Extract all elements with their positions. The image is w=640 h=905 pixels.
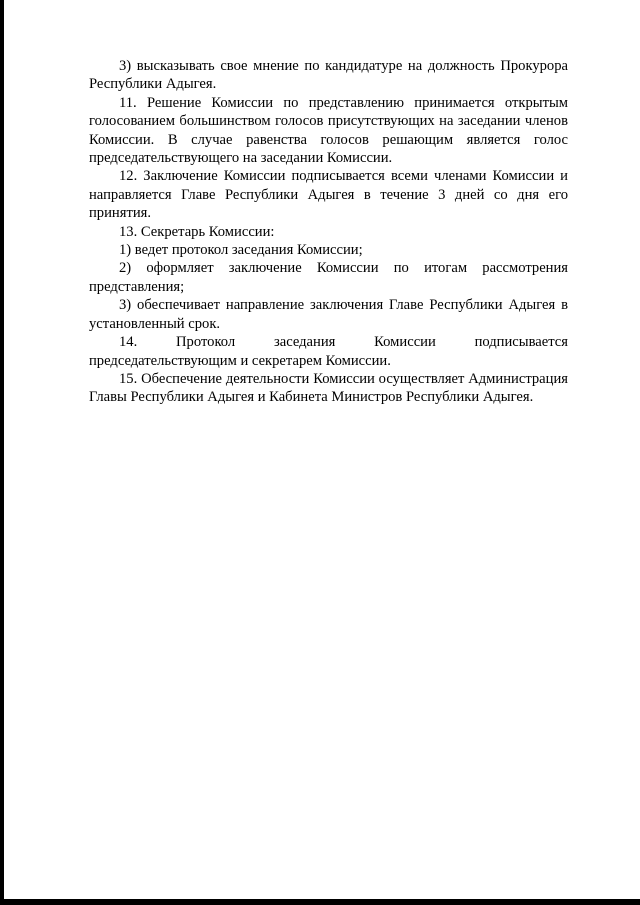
paragraph-12: 12. Заключение Комиссии подписывается всеми членами Комиссии и направляется Главе Республики Адыгея в течение 3 дней со дня его принятия.: [89, 168, 568, 222]
paragraph-14: [89, 333, 568, 370]
document-body: [89, 57, 568, 407]
paragraph-13: 13. Секретарь Комиссии:: [119, 223, 275, 240]
paragraph-14-word: подписывается: [474, 334, 568, 351]
paragraph-14-word: Протокол: [176, 334, 236, 351]
scan-border-left: [0, 0, 4, 905]
paragraph-14-continuation: председательствующим и секретарем Комиссии.: [89, 352, 391, 369]
paragraph-13-item-2: 2) оформляет заключение Комиссии по итогам рассмотрения представления;: [89, 260, 568, 295]
paragraph-item-3: 3) высказывать свое мнение по кандидатуре на должность Прокурора Республики Адыгея.: [89, 58, 568, 93]
paragraph-14-first-line: [89, 333, 568, 351]
paragraph-14-word: заседания: [273, 334, 336, 351]
paragraph-13-item-1: 1) ведет протокол заседания Комиссии;: [119, 242, 363, 259]
paragraph-15: 15. Обеспечение деятельности Комиссии осуществляет Администрация Главы Республики Адыгея и Кабинета Министров Республики Адыгея.: [89, 370, 568, 406]
paragraph-14-word: Комиссии: [374, 334, 436, 351]
paragraph-14-word: 14.: [119, 334, 138, 351]
paragraph-11: 11. Решение Комиссии по представлению принимается открытым голосованием большинством голосов присутствующих на заседании членов Комиссии. В случае равенства голосов решающим является голос председательствующего на заседании Комиссии.: [89, 94, 568, 167]
paragraph-13-item-3: 3) обеспечивает направление заключения Главе Республики Адыгея в установленный срок.: [89, 297, 568, 332]
scan-border-bottom: [0, 899, 640, 905]
